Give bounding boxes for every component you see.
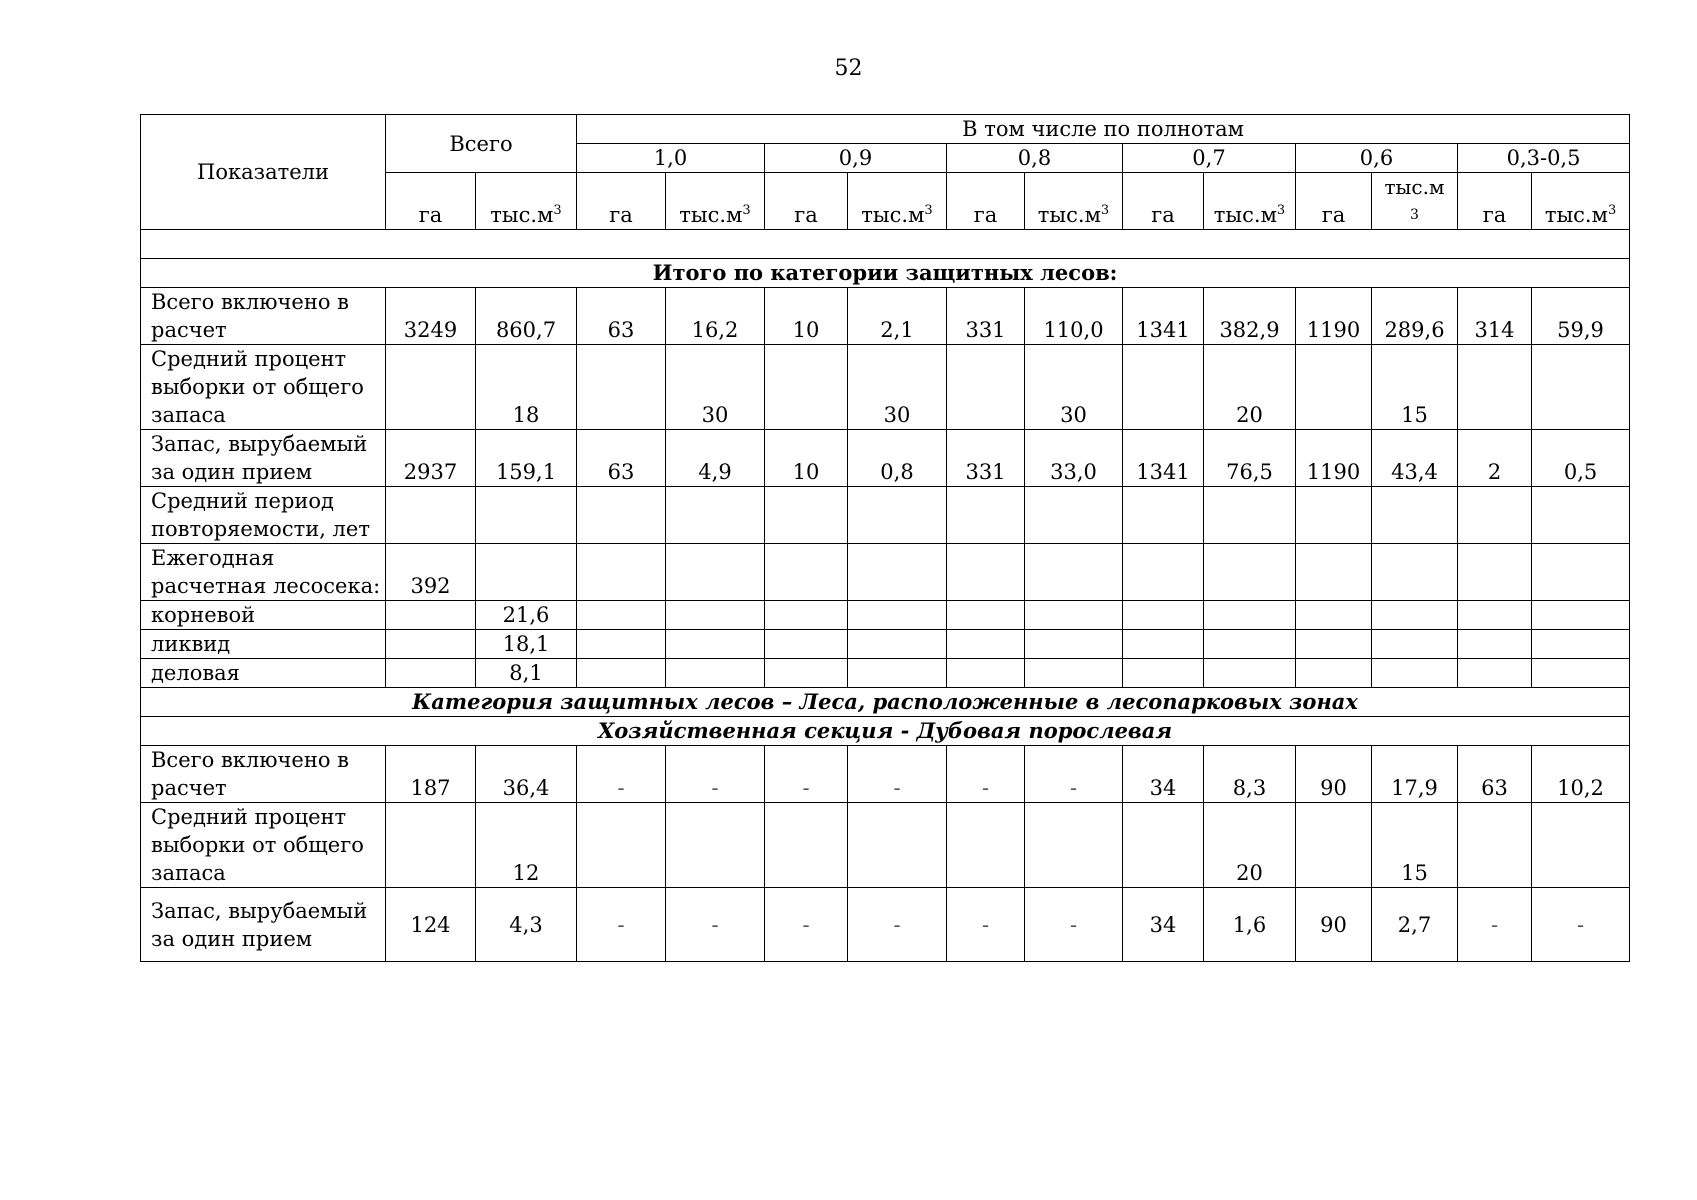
- unit-volume: [666, 173, 765, 230]
- table-cell: -: [848, 888, 947, 962]
- table-cell: -: [947, 746, 1025, 803]
- table-cell: [386, 659, 476, 688]
- unit-ha: га: [1458, 173, 1532, 230]
- table-cell: 0,5: [1532, 430, 1630, 487]
- table-cell: [1025, 803, 1123, 888]
- table-cell: [1532, 345, 1630, 430]
- table-cell: 18: [476, 345, 577, 430]
- table-cell: [848, 659, 947, 688]
- table-row: [141, 430, 1630, 487]
- table-cell: 1190: [1296, 430, 1372, 487]
- unit-volume-exponent: 3: [1607, 203, 1617, 218]
- row-label: Ежегодная расчетная лесосека:: [141, 544, 386, 601]
- table-cell: 20: [1204, 345, 1296, 430]
- table-cell: 30: [848, 345, 947, 430]
- section-economic-title: Хозяйственная секция - Дубовая порослевая: [141, 717, 1630, 746]
- table-cell: [1123, 803, 1204, 888]
- unit-volume-exponent: 3: [1410, 207, 1419, 223]
- section-total-title: Итого по категории защитных лесов:: [141, 259, 1630, 288]
- unit-ha: га: [1123, 173, 1204, 230]
- table-cell: [765, 544, 848, 601]
- table-cell: [1296, 630, 1372, 659]
- table-cell: -: [1025, 746, 1123, 803]
- table-cell: 3249: [386, 288, 476, 345]
- table-cell: [577, 345, 666, 430]
- row-label: Средний процент выборки от общего запаса: [141, 803, 386, 888]
- table-cell: [1204, 544, 1296, 601]
- unit-volume-exponent: 3: [1276, 203, 1286, 218]
- table-cell: [386, 345, 476, 430]
- unit-volume-exponent: 3: [924, 203, 933, 218]
- table-cell: [666, 803, 765, 888]
- table-cell: [1296, 659, 1372, 688]
- header-density-6: 0,3-0,5: [1458, 144, 1630, 173]
- header-density-4: 0,7: [1123, 144, 1296, 173]
- table-cell: [476, 544, 577, 601]
- table-cell: [1204, 487, 1296, 544]
- unit-volume-exponent: 3: [1100, 203, 1110, 218]
- unit-volume: [476, 173, 577, 230]
- row-label: ликвид: [141, 630, 386, 659]
- table-cell: [1372, 630, 1458, 659]
- table-cell: -: [765, 888, 848, 962]
- table-cell: [765, 345, 848, 430]
- table-cell: [765, 630, 848, 659]
- unit-ha: га: [947, 173, 1025, 230]
- table-cell: [947, 544, 1025, 601]
- table-cell: [1025, 630, 1123, 659]
- table-cell: 18,1: [476, 630, 577, 659]
- table-row: [141, 746, 1630, 803]
- table-cell: [1123, 487, 1204, 544]
- table-cell: [666, 487, 765, 544]
- table-cell: 10: [765, 430, 848, 487]
- table-cell: [1458, 487, 1532, 544]
- table-cell: [1123, 601, 1204, 630]
- table-cell: [848, 803, 947, 888]
- table-cell: -: [577, 888, 666, 962]
- header-indicators: Показатели: [141, 115, 386, 230]
- section-category-title: Категория защитных лесов – Леса, расположенные в лесопарковых зонах: [141, 688, 1630, 717]
- table-cell: [1532, 544, 1630, 601]
- table-cell: 10: [765, 288, 848, 345]
- table-cell: 33,0: [1025, 430, 1123, 487]
- unit-ha: га: [386, 173, 476, 230]
- header-density-2: 0,9: [765, 144, 947, 173]
- table-cell: 4,9: [666, 430, 765, 487]
- table-cell: [476, 487, 577, 544]
- table-row: [141, 288, 1630, 345]
- table-cell: 16,2: [666, 288, 765, 345]
- table-cell: 59,9: [1532, 288, 1630, 345]
- unit-ha: га: [765, 173, 848, 230]
- table-cell: [1458, 630, 1532, 659]
- table-cell: 15: [1372, 345, 1458, 430]
- table-cell: 12: [476, 803, 577, 888]
- table-cell: [765, 803, 848, 888]
- table-cell: [1025, 544, 1123, 601]
- row-label: деловая: [141, 659, 386, 688]
- row-label: Запас, вырубаемый за один прием: [141, 888, 386, 962]
- table-cell: [848, 544, 947, 601]
- table-cell: 30: [1025, 345, 1123, 430]
- table-cell: 382,9: [1204, 288, 1296, 345]
- table-cell: [1372, 487, 1458, 544]
- table-cell: [386, 630, 476, 659]
- table-cell: 1341: [1123, 288, 1204, 345]
- header-by-density: В том числе по полнотам: [577, 115, 1630, 144]
- table-cell: [1123, 630, 1204, 659]
- table-cell: 2: [1458, 430, 1532, 487]
- table-cell: -: [947, 888, 1025, 962]
- table-cell: 124: [386, 888, 476, 962]
- table-cell: -: [1532, 888, 1630, 962]
- unit-volume: [848, 173, 947, 230]
- unit-volume-text: тыс.м: [1037, 203, 1101, 227]
- table-row: [141, 544, 1630, 601]
- table-cell: [666, 544, 765, 601]
- table-cell: 187: [386, 746, 476, 803]
- unit-volume-text: тыс.м: [1544, 203, 1608, 227]
- table-row: [141, 659, 1630, 688]
- unit-volume: [1025, 173, 1123, 230]
- row-label: Всего включено в расчет: [141, 288, 386, 345]
- unit-volume: [1372, 173, 1458, 230]
- unit-volume-text: тыс.м: [1213, 203, 1277, 227]
- unit-volume-exponent: 3: [742, 203, 751, 218]
- table-cell: 2,1: [848, 288, 947, 345]
- table-cell: [1372, 601, 1458, 630]
- table-cell: -: [666, 746, 765, 803]
- row-label: Запас, вырубаемый за один прием: [141, 430, 386, 487]
- table-cell: [386, 601, 476, 630]
- table-cell: 90: [1296, 746, 1372, 803]
- table-cell: [1532, 601, 1630, 630]
- table-cell: [1025, 659, 1123, 688]
- table-cell: 10,2: [1532, 746, 1630, 803]
- table-cell: [1458, 601, 1532, 630]
- table-cell: 392: [386, 544, 476, 601]
- table-cell: 15: [1372, 803, 1458, 888]
- table-cell: [577, 659, 666, 688]
- table-cell: -: [765, 746, 848, 803]
- header-density-5: 0,6: [1296, 144, 1458, 173]
- table-cell: 1341: [1123, 430, 1204, 487]
- table-cell: [1123, 544, 1204, 601]
- table-cell: 331: [947, 430, 1025, 487]
- table-cell: 4,3: [476, 888, 577, 962]
- unit-volume-text: тыс.м: [861, 203, 925, 227]
- table-cell: 2937: [386, 430, 476, 487]
- table-cell: [1296, 803, 1372, 888]
- table-row: [141, 630, 1630, 659]
- table-cell: 34: [1123, 888, 1204, 962]
- table-cell: 90: [1296, 888, 1372, 962]
- unit-volume-text: тыс.м: [679, 203, 743, 227]
- table-cell: [947, 487, 1025, 544]
- table-cell: 76,5: [1204, 430, 1296, 487]
- blank-row: [141, 230, 1630, 259]
- table-cell: 21,6: [476, 601, 577, 630]
- table-cell: [666, 630, 765, 659]
- table-cell: -: [666, 888, 765, 962]
- table-row: [141, 888, 1630, 962]
- table-cell: [1123, 345, 1204, 430]
- table-cell: [1458, 803, 1532, 888]
- table-cell: [1123, 659, 1204, 688]
- table-cell: 1190: [1296, 288, 1372, 345]
- table-cell: [386, 803, 476, 888]
- table-cell: [577, 487, 666, 544]
- table-cell: 2,7: [1372, 888, 1458, 962]
- unit-volume-exponent: 3: [553, 203, 562, 218]
- table-row: [141, 487, 1630, 544]
- table-cell: [1458, 659, 1532, 688]
- table-cell: [848, 487, 947, 544]
- table-cell: [947, 803, 1025, 888]
- table-cell: 34: [1123, 746, 1204, 803]
- table-cell: 331: [947, 288, 1025, 345]
- table-cell: [1296, 345, 1372, 430]
- table-cell: [947, 345, 1025, 430]
- table-cell: 314: [1458, 288, 1532, 345]
- table-cell: [947, 601, 1025, 630]
- table-cell: [1532, 630, 1630, 659]
- table-cell: [577, 803, 666, 888]
- table-cell: [1296, 544, 1372, 601]
- unit-volume-text: тыс.м: [1384, 175, 1445, 199]
- unit-volume: [1532, 173, 1630, 230]
- unit-ha: га: [577, 173, 666, 230]
- table-cell: 8,1: [476, 659, 577, 688]
- table-cell: [765, 601, 848, 630]
- table-cell: [1372, 659, 1458, 688]
- table-cell: 17,9: [1372, 746, 1458, 803]
- table-cell: [1458, 345, 1532, 430]
- table-cell: [1532, 659, 1630, 688]
- table-cell: 860,7: [476, 288, 577, 345]
- table-cell: -: [1458, 888, 1532, 962]
- table-cell: 63: [577, 430, 666, 487]
- table-cell: [666, 601, 765, 630]
- table-cell: 36,4: [476, 746, 577, 803]
- table-cell: 30: [666, 345, 765, 430]
- forest-data-table: [140, 114, 1630, 962]
- table-cell: -: [1025, 888, 1123, 962]
- table-cell: 110,0: [1025, 288, 1123, 345]
- table-cell: -: [848, 746, 947, 803]
- table-cell: 1,6: [1204, 888, 1296, 962]
- table-cell: [947, 659, 1025, 688]
- table-row: [141, 803, 1630, 888]
- row-label: корневой: [141, 601, 386, 630]
- table-cell: [666, 659, 765, 688]
- table-cell: 20: [1204, 803, 1296, 888]
- table-cell: -: [577, 746, 666, 803]
- table-cell: [848, 630, 947, 659]
- table-cell: [1204, 659, 1296, 688]
- table-cell: [1532, 487, 1630, 544]
- table-cell: [1458, 544, 1532, 601]
- table-cell: [386, 487, 476, 544]
- table-cell: [577, 601, 666, 630]
- row-label: Средний процент выборки от общего запаса: [141, 345, 386, 430]
- table-cell: [1025, 487, 1123, 544]
- table-row: [141, 601, 1630, 630]
- unit-ha: га: [1296, 173, 1372, 230]
- table-cell: [1204, 601, 1296, 630]
- table-cell: [765, 659, 848, 688]
- table-cell: [577, 544, 666, 601]
- header-total: Всего: [386, 115, 577, 173]
- table-cell: [1372, 544, 1458, 601]
- table-cell: 63: [577, 288, 666, 345]
- table-cell: [1204, 630, 1296, 659]
- table-cell: [1532, 803, 1630, 888]
- table-cell: 8,3: [1204, 746, 1296, 803]
- unit-volume: [1204, 173, 1296, 230]
- table-cell: [577, 630, 666, 659]
- header-density-1: 1,0: [577, 144, 765, 173]
- table-cell: 43,4: [1372, 430, 1458, 487]
- table-cell: 63: [1458, 746, 1532, 803]
- table-cell: 289,6: [1372, 288, 1458, 345]
- table-cell: [848, 601, 947, 630]
- table-cell: [1025, 601, 1123, 630]
- table-cell: [947, 630, 1025, 659]
- unit-volume-text: тыс.м: [490, 203, 554, 227]
- table-cell: [1296, 601, 1372, 630]
- row-label: Всего включено в расчет: [141, 746, 386, 803]
- table-row: [141, 345, 1630, 430]
- table-cell: 159,1: [476, 430, 577, 487]
- row-label: Средний период повторяемости, лет: [141, 487, 386, 544]
- table-cell: [1296, 487, 1372, 544]
- header-density-3: 0,8: [947, 144, 1123, 173]
- table-cell: 0,8: [848, 430, 947, 487]
- page-number: 52: [834, 56, 863, 81]
- table-cell: [765, 487, 848, 544]
